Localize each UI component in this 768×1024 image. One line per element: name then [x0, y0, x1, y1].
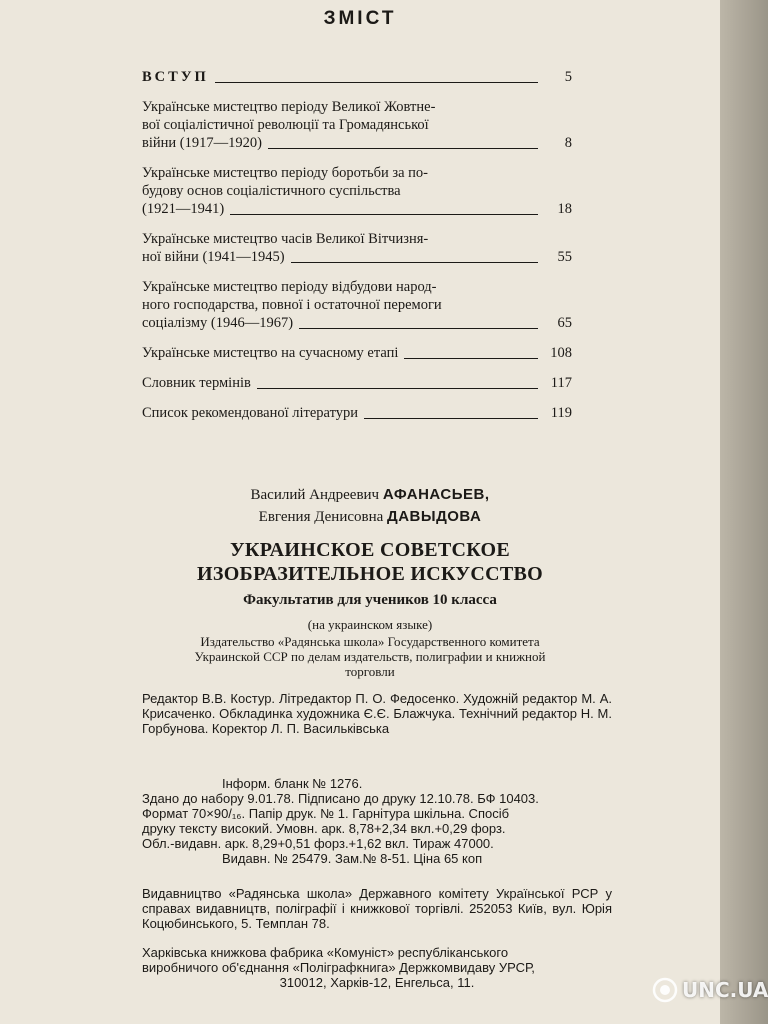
toc-leader-line	[268, 148, 538, 149]
toc-entry-title	[142, 278, 527, 332]
toc-entry-line: Українське мистецтво періоду боротьби за по-	[142, 165, 428, 181]
printer-info: Харківська книжкова фабрика «Комуніст» республіканського виробничого об'єднання «Поліграфкнига» Держкомвидаву УРСР, 310012, Харків-12, Енгельса, 11.	[142, 945, 535, 990]
book-language-note: (на украинском языке)	[307, 617, 433, 632]
toc-leader-line	[404, 358, 538, 359]
toc-entry-line: Українське мистецтво часів Великої Вітчизня-	[142, 231, 429, 247]
toc-page-number: 65	[557, 315, 572, 331]
toc-entry	[142, 164, 572, 218]
coin-icon	[652, 977, 678, 1003]
toc-entry-line: Українське мистецтво періоду відбудови народ-	[142, 279, 437, 295]
toc-entry-line: вої соціалістичної революції та Громадянської	[142, 117, 429, 133]
toc-entry-title	[142, 68, 527, 86]
toc-title: ЗМІСТ	[323, 8, 397, 29]
toc-entry-line: Словник термінів	[142, 375, 251, 391]
toc-entry-line: Список рекомендованої літератури	[142, 405, 359, 421]
book-subtitle: Факультатив для учеников 10 класса	[243, 592, 497, 608]
toc-leader-line	[364, 418, 538, 419]
toc-entry	[142, 278, 572, 332]
toc-leader-line	[215, 82, 538, 83]
watermark-text: UNC.UA	[682, 978, 768, 1002]
toc-entry-line: ної війни (1941—1945)	[142, 249, 285, 265]
toc-entry	[142, 344, 572, 362]
author-1: Василий Андреевич АФАНАСЬЕВ,	[250, 486, 490, 503]
toc-entry-line: Українське мистецтво періоду Великої Жовтне-	[142, 99, 436, 115]
toc-entry-line: будову основ соціалістичного суспільства	[142, 183, 401, 199]
toc-leader-line	[230, 214, 538, 215]
toc-entry	[142, 230, 572, 266]
watermark	[652, 970, 768, 1010]
toc-entry-title	[142, 98, 527, 152]
toc-entry-line: війни (1917—1920)	[142, 135, 262, 151]
toc-page-number: 108	[550, 345, 572, 361]
toc-leader-line	[299, 328, 538, 329]
toc-leader-line	[257, 388, 538, 389]
toc-page-number: 55	[557, 249, 572, 265]
toc-page-number: 18	[557, 201, 572, 217]
toc-entry-title	[142, 230, 527, 266]
toc-entry-line: ного господарства, повної і остаточної перемоги	[142, 297, 442, 313]
toc-entry-line: соціалізму (1946—1967)	[142, 315, 294, 331]
toc-entry-title	[142, 164, 527, 218]
publisher-ua: Видавництво «Радянська школа» Державного комітету Української РСР у справах видавництв, поліграфії і книжкової торгівлі. 252053 Київ, вул. Юрія Коцюбинського, 5. Темплан 78.	[142, 886, 612, 931]
imprint-details: Інформ. бланк № 1276. Здано до набору 9.01.78. Підписано до друку 12.10.78. БФ 10403. Формат 70×90/₁₆. Папір друк. № 1. Гарнітура шкільна. Спосіб друку тексту високий. Умовн. арк. 8,78+2,34 вкл.+0,29 форз. Обл.-видавн. арк. 8,29+0,51 форз.+1,62 вкл. Тираж 47000. Видавн. № 25479. Зам.№ 8-51. Ціна 65 коп	[142, 776, 539, 866]
editors-credits: Редактор В.В. Костур. Літредактор П. О. Федосенко. Художній редактор М. А. Крисаченко. Обкладинка художника Є.Є. Блажчука. Технічний редактор Н. М. Горбунова. Коректор Л. П. Васильківська	[142, 691, 612, 736]
toc-entry	[142, 374, 572, 392]
toc-page-number: 5	[564, 69, 572, 85]
toc-leader-line	[291, 262, 538, 263]
toc-entry-line: (1921—1941)	[142, 201, 225, 217]
toc-entry	[142, 404, 572, 422]
author-2: Евгения Денисовна ДАВЫДОВА	[258, 508, 482, 525]
toc-entry	[142, 98, 572, 152]
toc-page-number: 119	[550, 405, 572, 421]
toc-page-number: 8	[564, 135, 572, 151]
toc-entry-line: ВСТУП	[142, 69, 209, 85]
toc-entry-title	[142, 404, 527, 422]
publisher-ru: Издательство «Радянська школа» Государственного комитета Украинской ССР по делам издательств, полиграфии и книжной торговли	[194, 634, 546, 679]
toc-entry-line: Українське мистецтво на сучасному етапі	[142, 345, 399, 361]
page-edge	[720, 0, 768, 1024]
toc-entry-title	[142, 344, 527, 362]
authors	[120, 484, 620, 528]
toc-page-number: 117	[550, 375, 572, 391]
toc-entry-title	[142, 374, 527, 392]
table-of-contents	[142, 68, 572, 434]
toc-entry	[142, 68, 572, 86]
book-title: УКРАИНСКОЕ СОВЕТСКОЕ ИЗОБРАЗИТЕЛЬНОЕ ИСКУССТВО	[196, 539, 543, 585]
